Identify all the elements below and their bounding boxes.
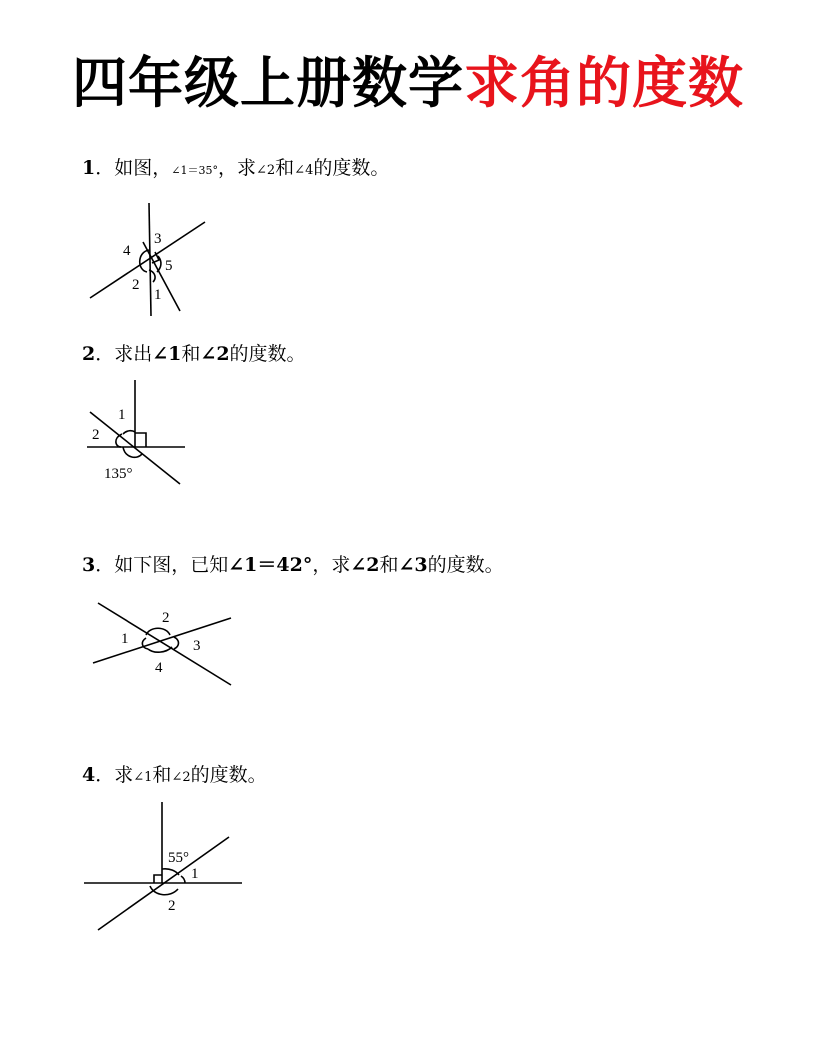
question-text: ．求 (95, 764, 134, 786)
figure-label: 2 (168, 898, 176, 914)
figure-label: 4 (123, 243, 131, 259)
figure-label: 1 (121, 631, 129, 647)
question-text: 的度数。 (229, 343, 306, 365)
question-text: 和 (181, 343, 201, 365)
question-4 (82, 762, 267, 791)
angle-ref: ∠4 (294, 163, 314, 178)
figure-4 (82, 800, 247, 935)
angle-arc (174, 637, 179, 649)
figure-label: 2 (92, 427, 100, 443)
question-text: 的度数。 (190, 764, 267, 786)
angle-ref: ∠2 (200, 343, 230, 365)
figure-3 (88, 598, 238, 693)
figure-label: 1 (191, 866, 199, 882)
question-text: ，求 (217, 157, 256, 179)
question-text: 的度数。 (427, 554, 504, 576)
figure-label: 4 (155, 660, 163, 676)
question-text: 和 (379, 554, 399, 576)
question-number: 1 (82, 157, 96, 179)
figure-label: 5 (165, 258, 173, 274)
angle-arc (148, 647, 172, 652)
right-angle-mark (154, 875, 162, 883)
angle-ref: ∠1 (152, 343, 182, 365)
figure-label: 1 (118, 407, 126, 423)
figure-1 (85, 200, 215, 320)
figure-label: 1 (154, 287, 162, 303)
question-text: 的度数。 (313, 157, 390, 179)
question-number: 3 (82, 554, 96, 576)
question-text: ．如图， (95, 157, 172, 179)
figure-label: 135° (104, 466, 133, 482)
question-text: 和 (152, 764, 172, 786)
question-text: 和 (275, 157, 295, 179)
figure-label: 55° (168, 850, 189, 866)
question-number: 2 (82, 343, 96, 365)
angle-arc (140, 250, 149, 272)
angle-ref: ∠2 (350, 554, 380, 576)
question-text: ，求 (312, 554, 351, 576)
angle-arc (123, 431, 135, 434)
angle-ref: ∠2 (171, 770, 191, 785)
question-text: ．求出 (95, 343, 153, 365)
figure-line (143, 242, 180, 311)
question-text: ．如下图，已知 (95, 554, 229, 576)
figure-label: 3 (154, 231, 162, 247)
right-angle-mark (135, 433, 146, 447)
figure-label: 2 (162, 610, 170, 626)
title-highlight: 求角的度数 (464, 51, 745, 115)
given-angle: ∠1＝42° (228, 554, 313, 576)
figure-2 (85, 378, 195, 488)
figure-line (90, 222, 205, 298)
angle-arc (142, 638, 148, 649)
angle-ref: ∠3 (398, 554, 428, 576)
figure-label: 3 (193, 638, 201, 654)
page-title (0, 48, 816, 118)
question-number: 4 (82, 764, 96, 786)
question-1 (82, 155, 389, 184)
question-2 (82, 341, 306, 367)
given-angle: ∠1＝35° (171, 164, 218, 177)
title-main: 四年级上册数学 (71, 51, 464, 115)
angle-ref: ∠1 (133, 770, 153, 785)
figure-label: 2 (132, 277, 140, 293)
angle-ref: ∠2 (255, 163, 276, 178)
angle-arc (181, 876, 185, 883)
question-3 (82, 552, 504, 578)
